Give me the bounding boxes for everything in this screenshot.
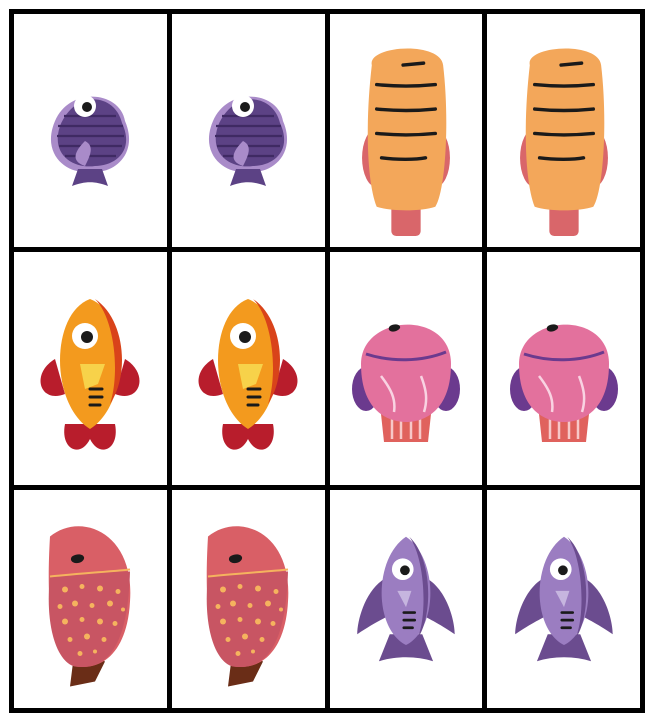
pink-round-fish-icon: [336, 279, 476, 459]
goldfish-icon: [178, 274, 318, 464]
card-r2-c1[interactable]: [14, 252, 167, 485]
card-r1-c3[interactable]: [330, 14, 483, 247]
card-r2-c3[interactable]: [330, 252, 483, 485]
card-r3-c1[interactable]: [14, 490, 167, 708]
lavender-fish-icon: [499, 524, 629, 674]
card-r2-c4[interactable]: [487, 252, 640, 485]
lavender-fish-icon: [341, 524, 471, 674]
card-r3-c3[interactable]: [330, 490, 483, 708]
card-r3-c2[interactable]: [172, 490, 325, 708]
card-r3-c4[interactable]: [487, 490, 640, 708]
card-r2-c2[interactable]: [172, 252, 325, 485]
red-spotted-fish-icon: [25, 499, 155, 699]
red-spotted-fish-icon: [183, 499, 313, 699]
pink-round-fish-icon: [494, 279, 634, 459]
card-r1-c4[interactable]: [487, 14, 640, 247]
purple-round-fish-icon: [25, 51, 155, 211]
orange-tall-fish-icon: [341, 26, 471, 236]
purple-round-fish-icon: [183, 51, 313, 211]
card-r1-c2[interactable]: [172, 14, 325, 247]
memory-board: [9, 9, 645, 713]
goldfish-icon: [20, 274, 160, 464]
card-r1-c1[interactable]: [14, 14, 167, 247]
orange-tall-fish-icon: [499, 26, 629, 236]
